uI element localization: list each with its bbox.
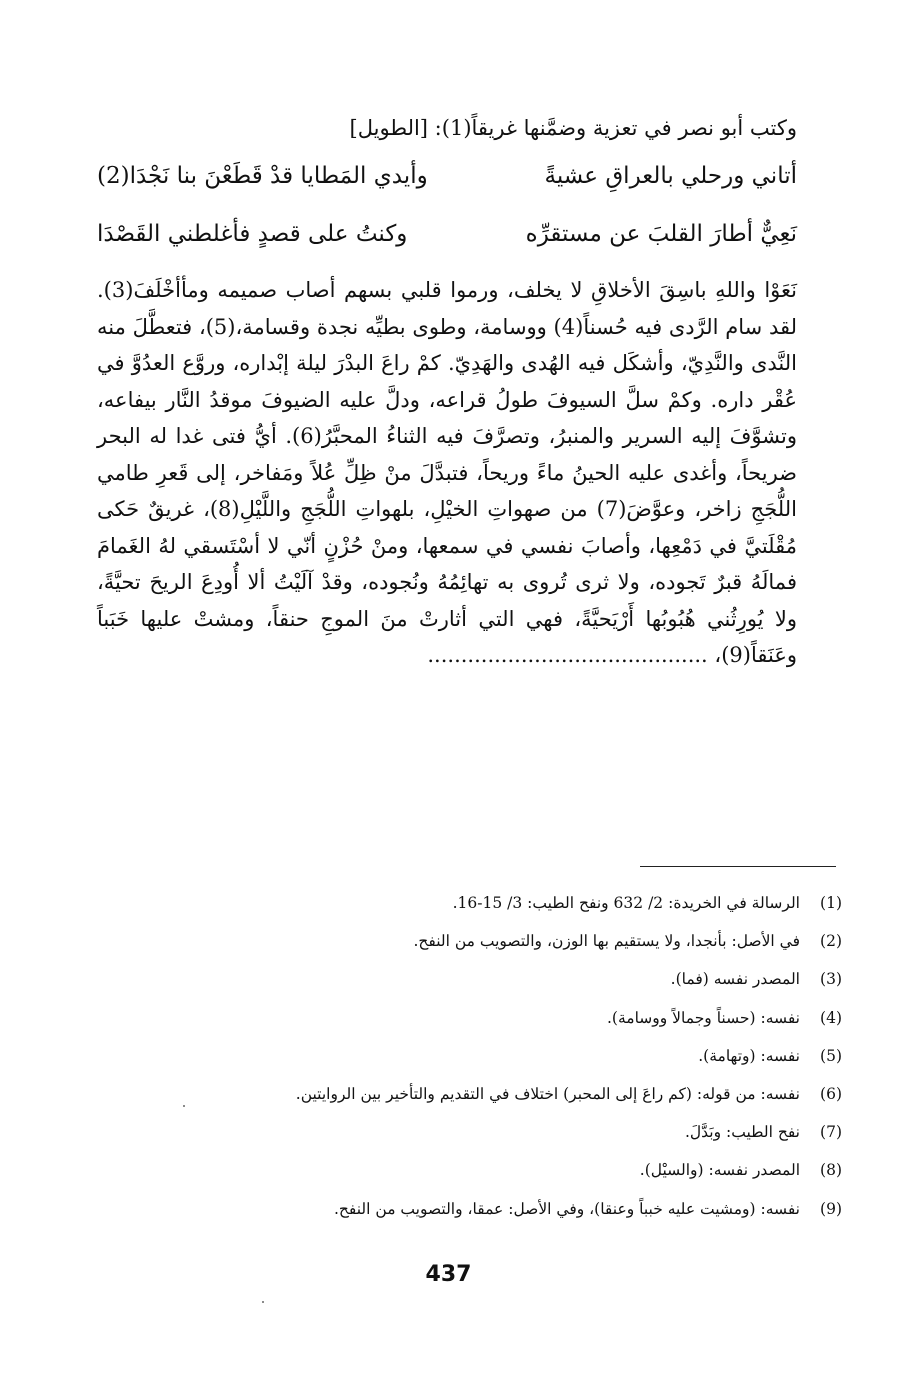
prose-paragraph: نَعَوْا واللهِ باسِقَ الأخلاقِ لا يخلف، ورموا قلبي بسهم أصاب صميمه ومأأخْلَفَ(3). لقد سام الرَّدى فيه حُسناً(4) ووسامة، وطوى بطيِّه نجدة وقسامة،(5)، فتعطَّلَ منه النَّدى والنَّدِيّ، وأشكَل فيه الهُدى والهَدِيّ. كمْ راعَ البدْرَ ليلة إبْداره، وروَّع العدُوَّ في عُقْر داره. وكمْ سلَّ السيوفَ طولُ قراعه، ودلَّ عليه الضيوفَ موقدُ النَّار بيفاعه، وتشوَّفَ إليه السرير والمنبرُ، وتصرَّفَ فيه الثناءُ المحبَّرُ(6). أيُّ فتى غدا له البحر ضريحاً، وأغدى عليه الحينُ ماءً وريحاً، فتبدَّلَ منْ ظِلِّ عُلاً ومَفاخر، إلى قَعرِ طامي اللُّجَجِ زاخر، وعوَّضَ(7) من صهواتِ الخيْلِ، بلهواتِ اللُّجَجِ واللَّيْلِ(8)، غريقٌ حَكى مُقْلَتيَّ في دَمْعِها، وأصابَ نفسي في سمعها، ومنْ حُزْنٍ أنّي لا أسْتَسقي لهُ الغَمامَ فمالَهُ قبرٌ تَجوده، ولا ثرى تُروى به تهائِمُهُ ونُجوده، وقدْ آلَيْتُ ألا أُودِعَ الريحَ تحيَّةً، ولا يُورِثُني هُبُوبُها أَرْيَحيَّةً، فهي التي أثارتْ منَ الموجِ حنقاً، ومشتْ عليها خَبَباً وعَنَقاً(9)، .......................................... bbox=[97, 278, 797, 667]
prose-body bbox=[97, 272, 797, 674]
scan-speck bbox=[262, 1301, 264, 1303]
footnote-item bbox=[142, 922, 842, 960]
footnote-item bbox=[142, 1075, 842, 1113]
footnote-number: (5) bbox=[820, 1046, 842, 1065]
footnote-number: (4) bbox=[820, 1008, 842, 1027]
footnote-text: نفسه: (وتهامة). bbox=[698, 1046, 800, 1065]
footnote-text: الرسالة في الخريدة: 2/ 632 ونفح الطيب: 3/ 15-16. bbox=[452, 894, 800, 913]
footnote-text: المصدر نفسه: (والسيْل). bbox=[639, 1161, 800, 1180]
footnote-number: (8) bbox=[820, 1161, 842, 1180]
footnotes-list bbox=[142, 884, 842, 1228]
footnote-number: (1) bbox=[820, 894, 842, 913]
footnote-number: (6) bbox=[820, 1085, 842, 1104]
footnote-item bbox=[142, 1151, 842, 1189]
footnote-text: نفح الطيب: وبَدَّلَ. bbox=[684, 1123, 800, 1142]
intro-line: وكتب أبو نصر في تعزية وضمَّنها غريقاً(1): [الطويل] bbox=[349, 116, 797, 140]
verse-first-hemistich: نَعِيٌّ أطارَ القلبَ عن مستقرِّه bbox=[525, 221, 797, 247]
footnote-text: في الأصل: بأنجدا، ولا يستقيم بها الوزن، والتصويب من النفح. bbox=[413, 932, 800, 951]
footnote-number: (3) bbox=[820, 970, 842, 989]
scan-speck bbox=[183, 1105, 185, 1107]
footnote-item bbox=[142, 1037, 842, 1075]
footnote-item bbox=[142, 960, 842, 998]
verse-second-hemistich: وكنتُ على قصدٍ فأغلطني القَصْدَا bbox=[97, 221, 408, 247]
footnote-number: (2) bbox=[820, 932, 842, 951]
verse-line bbox=[97, 214, 797, 254]
footnote-item bbox=[142, 1190, 842, 1228]
footnote-text: المصدر نفسه (فما). bbox=[670, 970, 800, 989]
footnote-item bbox=[142, 1113, 842, 1151]
footnote-separator bbox=[640, 866, 836, 867]
verse-first-hemistich: أتاني ورحلي بالعراقِ عشيةً bbox=[544, 163, 797, 189]
footnote-text: نفسه: من قوله: (كم راعَ إلى المحبر) اختلاف في التقديم والتأخير بين الروايتين. bbox=[295, 1085, 800, 1104]
footnote-item bbox=[142, 999, 842, 1037]
verse-line bbox=[97, 156, 797, 196]
footnote-text: نفسه: (ومشيت عليه خبباً وعنقا)، وفي الأصل: عمقا، والتصويب من النفح. bbox=[333, 1199, 800, 1218]
footnote-item bbox=[142, 884, 842, 922]
page-number: 437 bbox=[425, 1262, 472, 1287]
footnote-number: (9) bbox=[820, 1199, 842, 1218]
footnote-number: (7) bbox=[820, 1123, 842, 1142]
verse-second-hemistich: وأيدي المَطايا قدْ قَطَعْنَ بنا نَجْدَا(2) bbox=[97, 163, 428, 189]
footnote-text: نفسه: (حسناً وجمالاً ووسامة). bbox=[606, 1008, 800, 1027]
